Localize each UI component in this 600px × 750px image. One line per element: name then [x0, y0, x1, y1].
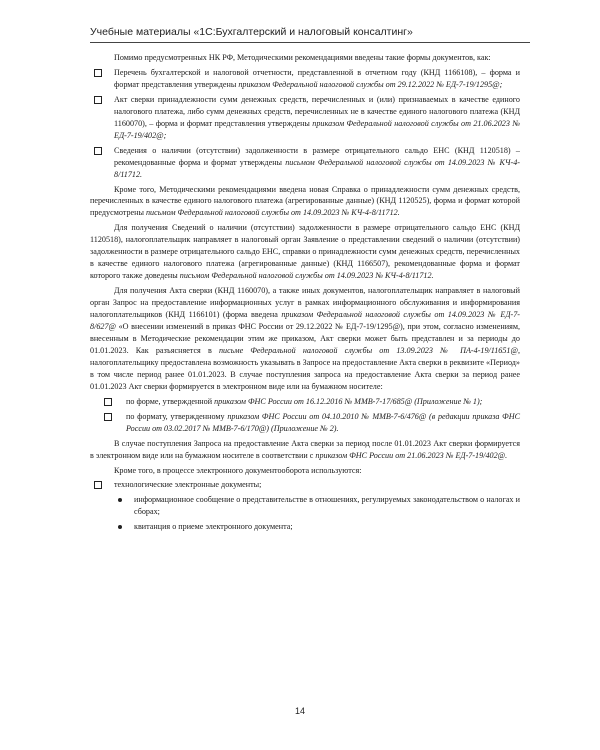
paragraph-akt-sverki: Для получения Акта сверки (КНД 1160070), а также иных документов, налогоплательщик направляет в налоговый орган Запрос на предоставление информационных услуг в рамках информационного обслуживания и информирования налогоплательщиков (КНД 1166101) (форма введена приказом Федеральной налоговой службы от 14.09.2023 № ЕД-7-8/627@ «О внесении изменений в приказ ФНС России от 29.12.2022 № ЕД-7-19/1295@), при этом, согласно изменениям, внесенным в Методические рекомендации этим же приказом, Акт сверки может быть представлен и за периоды до 01.01.2023. Как разъясняется в письме Федеральной налоговой службы от 13.09.2023 № ПА-4-19/11651@, налогоплательщику предоставлена возможность указывать в Запросе на предоставление Акта сверки в реквизите «Период» в том числе период ранее 01.01.2023. В случае поступления запроса на предоставление Акта сверки за период ранее 01.01.2023 Акт сверки формируется в электронном виде или на бумажном носителе: — [90, 286, 520, 391]
checkbox-bullet-icon — [94, 147, 102, 155]
paragraph-after-2023: В случае поступления Запроса на предоставление Акта сверки за период после 01.01.2023 Акт сверки формируется в электронном виде или на бумажном носителе в соответствии с приказом ФНС России от 21.06.2023 № ЕД-7-19/402@. — [90, 438, 520, 460]
paragraph-spravka: Кроме того, Методическими рекомендациями введена новая Справка о принадлежности сумм денежных средств, перечисленных в качестве единого налогового платежа (агрегированные данные) (КНД 1120525), форма и формат которой предусмотрены письмом Федеральной налоговой службы от 14.09.2023 № КЧ-4-8/11712. — [90, 184, 520, 218]
page-body — [90, 52, 520, 533]
list-item: Акт сверки принадлежности сумм денежных средств, перечисленных и (или) признаваемых в качестве единого налогового платежа, либо сумм денежных средств, перечисленных не в качестве единого налогового платежа (КНД 1160070), – форма и формат представления утверждены приказом Федеральной налоговой службы от 21.06.2023 № ЕД-7-19/402@; — [90, 94, 520, 142]
checkbox-bullet-icon — [104, 413, 112, 421]
bullet-dot-icon — [118, 525, 122, 529]
running-header: Учебные материалы «1С:Бухгалтерский и налоговый консалтинг» — [90, 26, 530, 43]
page-number: 14 — [294, 706, 305, 716]
list-item: квитанция о приеме электронного документа; — [90, 521, 520, 533]
checkbox-bullet-icon — [94, 69, 102, 77]
paragraph-intro: Помимо предусмотренных НК РФ, Методическими рекомендациями введены такие формы документов, как: — [114, 53, 491, 62]
list-item: по формату, утвержденному приказом ФНС России от 04.10.2010 № ММВ-7-6/476@ (в редакции приказа ФНС России от 03.02.2017 № ММВ-7-6/170@) (Приложение № 2). — [90, 411, 520, 435]
checkbox-bullet-icon — [94, 96, 102, 104]
list-item: технологические электронные документы; — [90, 479, 520, 491]
paragraph-svedeniya: Для получения Сведений о наличии (отсутствии) задолженности в размере отрицательного сальдо ЕНС (КНД 1120518), налогоплательщик направляет в налоговый орган Заявление о представлении сведений о наличии (отсутствии) задолженности в размере отрицательного сальдо ЕНС, справки о принадлежности сумм денежных средств, перечисленных в качестве единого налогового платежа (агрегированные данные) (КНД 1166507), рекомендованные форма и формат которого также доведены письмом Федеральной налоговой службы от 14.09.2023 № КЧ-4-8/11712. — [90, 223, 520, 281]
bullet-dot-icon — [118, 498, 122, 502]
list-item: Сведения о наличии (отсутствии) задолженности в размере отрицательного сальдо ЕНС (КНД 1120518) – рекомендованные форма и формат утверждены письмом Федеральной налоговой службы от 14.09.2023 № КЧ-4-8/11712. — [90, 145, 520, 181]
checkbox-bullet-icon — [94, 481, 102, 489]
list-item: информационное сообщение о представительстве в отношениях, регулируемых законодательством о налогах и сборах; — [90, 494, 520, 518]
list-item: Перечень бухгалтерской и налоговой отчетности, представленной в отчетном году (КНД 1166108), – форма и формат представления утверждены приказом Федеральной налоговой службы от 29.12.2022 № ЕД-7-19/1295@; — [90, 67, 520, 91]
checkbox-bullet-icon — [104, 398, 112, 406]
paragraph-edo: Кроме того, в процессе электронного документооборота используются: — [114, 465, 362, 475]
list-item: по форме, утвержденной приказом ФНС России от 16.12.2016 № ММВ-7-17/685@ (Приложение № 1); — [90, 396, 520, 408]
